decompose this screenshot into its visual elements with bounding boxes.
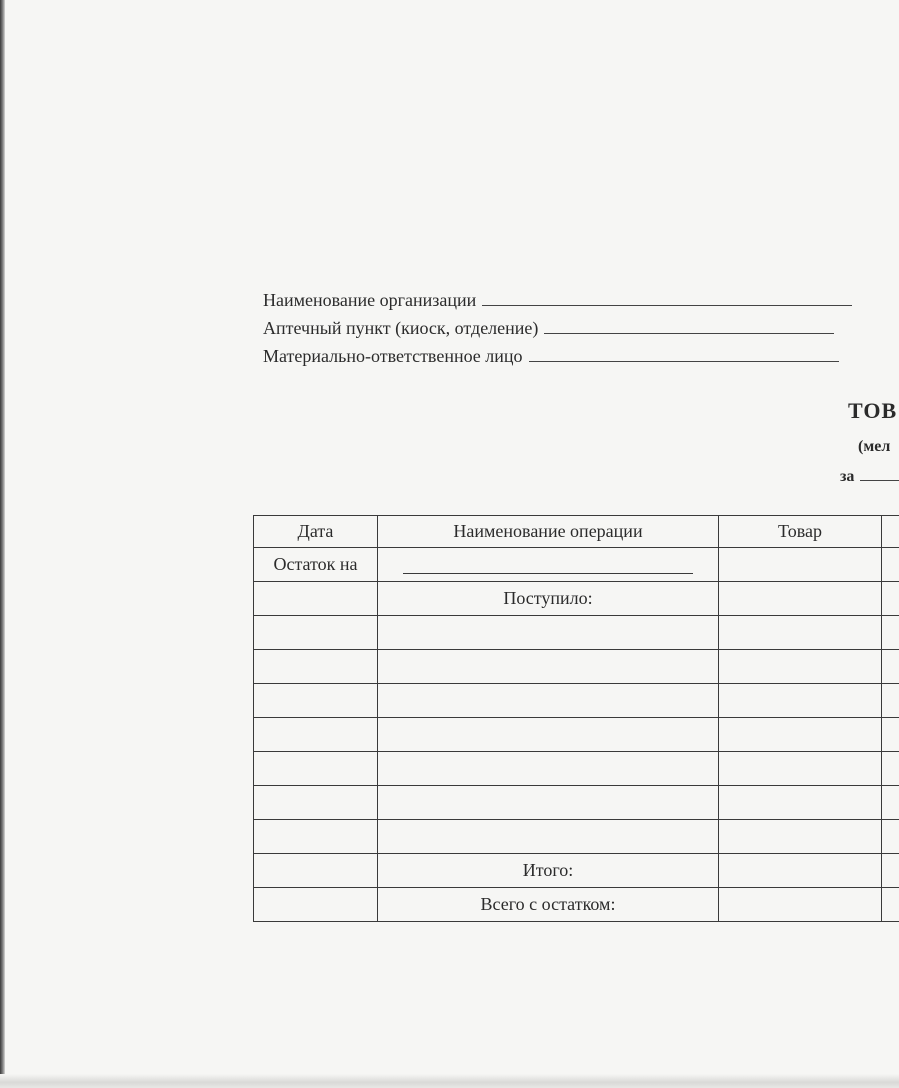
cell-cut-off[interactable]: [882, 582, 899, 616]
organization-field: [263, 286, 852, 314]
cell-date[interactable]: [254, 616, 378, 650]
table-row: [254, 684, 899, 718]
responsible-person-label: Материально-ответственное лицо: [263, 346, 523, 366]
table-row-total: [254, 854, 899, 888]
cell-cut-off[interactable]: [882, 616, 899, 650]
table-header-row: [254, 516, 899, 548]
period-prefix: за: [840, 468, 855, 485]
document-period: [840, 467, 899, 486]
page-left-edge: [0, 0, 5, 1088]
cell-operation[interactable]: [378, 752, 719, 786]
cell-operation[interactable]: [378, 684, 719, 718]
pharmacy-point-blank-line[interactable]: [544, 319, 834, 334]
cell-cut-off[interactable]: [882, 684, 899, 718]
cell-cut-off[interactable]: [882, 820, 899, 854]
table-row: [254, 650, 899, 684]
responsible-person-blank-line[interactable]: [529, 347, 839, 362]
cell-operation[interactable]: [378, 786, 719, 820]
cell-goods[interactable]: [719, 786, 882, 820]
pharmacy-point-label: Аптечный пункт (киоск, отделение): [263, 318, 539, 338]
column-header-date: Дата: [254, 516, 378, 548]
organization-label: Наименование организации: [263, 290, 477, 310]
table-row: [254, 582, 899, 616]
table-row: [254, 786, 899, 820]
cell-date[interactable]: [254, 650, 378, 684]
ledger-table: [253, 515, 899, 922]
cell-date[interactable]: [254, 582, 378, 616]
column-header-cut-off: [882, 516, 899, 548]
cell-goods[interactable]: [719, 548, 882, 582]
cell-date[interactable]: Остаток на: [254, 548, 378, 582]
cell-date[interactable]: [254, 888, 378, 922]
cell-goods[interactable]: [719, 684, 882, 718]
cell-goods[interactable]: [719, 616, 882, 650]
cell-cut-off[interactable]: [882, 752, 899, 786]
header-fields: [263, 286, 852, 370]
table-row: [254, 820, 899, 854]
responsible-person-field: [263, 342, 852, 370]
cell-goods[interactable]: [719, 820, 882, 854]
cell-date[interactable]: [254, 718, 378, 752]
organization-blank-line[interactable]: [482, 291, 852, 306]
cell-goods[interactable]: [719, 582, 882, 616]
cell-cut-off[interactable]: [882, 888, 899, 922]
cell-date[interactable]: [254, 820, 378, 854]
cell-date[interactable]: [254, 752, 378, 786]
table-row-grand-total: [254, 888, 899, 922]
cell-operation-grand-total: Всего с остатком:: [378, 888, 719, 922]
document-title: ТОВ: [848, 398, 898, 423]
cell-goods[interactable]: [719, 718, 882, 752]
period-blank-line[interactable]: [860, 467, 899, 481]
cell-operation[interactable]: [378, 616, 719, 650]
balance-date-blank-line: [403, 551, 693, 574]
cell-operation[interactable]: Поступило:: [378, 582, 719, 616]
cell-cut-off[interactable]: [882, 786, 899, 820]
cell-date[interactable]: [254, 854, 378, 888]
cell-cut-off[interactable]: [882, 718, 899, 752]
column-header-goods: Товар: [719, 516, 882, 548]
cell-operation[interactable]: [378, 548, 719, 582]
cell-operation-total: Итого:: [378, 854, 719, 888]
cell-operation[interactable]: [378, 718, 719, 752]
cell-goods[interactable]: [719, 888, 882, 922]
table-row: [254, 752, 899, 786]
pharmacy-point-field: [263, 314, 852, 342]
table-row: [254, 718, 899, 752]
page-bottom-edge: [0, 1074, 899, 1088]
document-subtitle: (мел: [858, 438, 891, 455]
cell-operation[interactable]: [378, 820, 719, 854]
cell-goods[interactable]: [719, 650, 882, 684]
cell-goods[interactable]: [719, 854, 882, 888]
cell-goods[interactable]: [719, 752, 882, 786]
cell-cut-off[interactable]: [882, 854, 899, 888]
cell-date[interactable]: [254, 684, 378, 718]
column-header-operation: Наименование операции: [378, 516, 719, 548]
cell-operation[interactable]: [378, 650, 719, 684]
cell-cut-off[interactable]: [882, 548, 899, 582]
cell-date[interactable]: [254, 786, 378, 820]
table-row: [254, 548, 899, 582]
table-row: [254, 616, 899, 650]
cell-cut-off[interactable]: [882, 650, 899, 684]
